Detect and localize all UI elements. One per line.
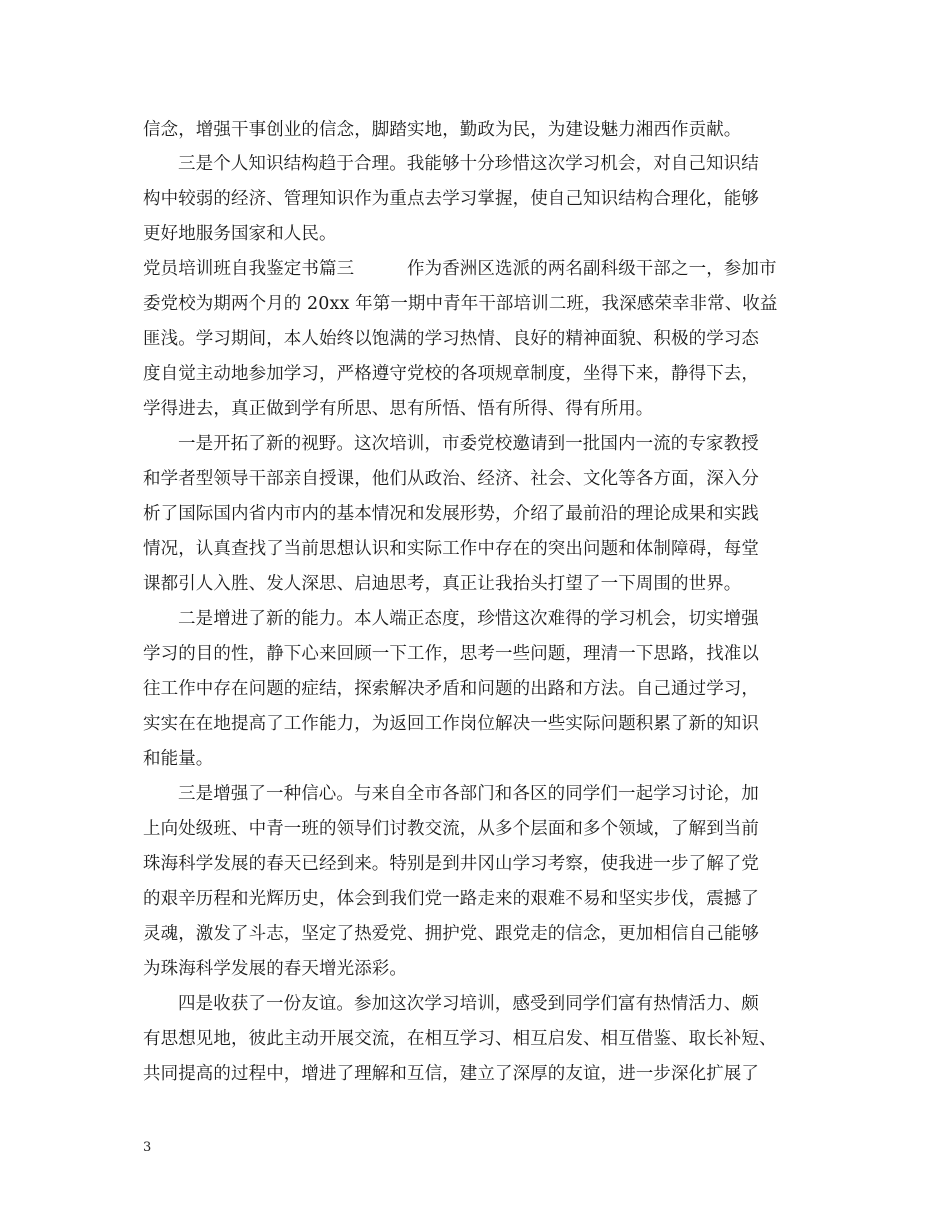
text-line: 信念，增强干事创业的信念，脚踏实地，勤政为民，为建设魅力湘西作贡献。 [143, 120, 742, 140]
paragraph-start-line: 四是收获了一份友谊。参加这次学习培训，感受到同学们富有热情活力、颇 [178, 994, 759, 1014]
page-number: 3 [143, 1140, 152, 1155]
text-line: 珠海科学发展的春天已经到来。特别是到井冈山学习考察，使我进一步了解了党 [143, 854, 759, 874]
paragraph-start-line: 三是个人知识结构趋于合理。我能够十分珍惜这次学习机会，对自己知识结 [178, 154, 759, 174]
text-line: 匪浅。学习期间，本人始终以饱满的学习热情、良好的精神面貌、积极的学习态 [143, 329, 759, 349]
text-line: 度自觉主动地参加学习，严格遵守党校的各项规章制度，坐得下来，静得下去， [143, 364, 759, 384]
paragraph-start-line: 一是开拓了新的视野。这次培训，市委党校邀请到一批国内一流的专家教授 [178, 434, 759, 454]
text-line: 共同提高的过程中，增进了理解和互信，建立了深厚的友谊，进一步深化扩展了 [143, 1064, 759, 1084]
text-line: 和学者型领导干部亲自授课，他们从政治、经济、社会、文化等各方面，深入分 [143, 469, 759, 489]
text-line: 为珠海科学发展的春天增光添彩。 [143, 959, 407, 979]
text-line: 课都引人入胜、发人深思、启迪思考，真正让我抬头打望了一下周围的世界。 [143, 574, 742, 594]
text-line: 实实在在地提高了工作能力，为返回工作岗位解决一些实际问题积累了新的知识 [143, 714, 759, 734]
text-line: 和能量。 [143, 749, 214, 769]
paragraph-start-line: 三是增强了一种信心。与来自全市各部门和各区的同学们一起学习讨论，加 [178, 784, 759, 804]
text-line: 析了国际国内省内市内的基本情况和发展形势，介绍了最前沿的理论成果和实践 [143, 504, 759, 524]
paragraph-start-line: 二是增进了新的能力。本人端正态度，珍惜这次难得的学习机会，切实增强 [178, 609, 759, 629]
text-line: 学得进去，真正做到学有所思、思有所悟、悟有所得、得有所用。 [143, 399, 654, 419]
text-line: 学习的目的性，静下心来回顾一下工作，思考一些问题，理清一下思路，找准以 [143, 644, 759, 664]
text-line: 更好地服务国家和人民。 [143, 224, 337, 244]
text-line: 委党校为期两个月的 20xx 年第一期中青年干部培训二班，我深感荣幸非常、收益 [143, 294, 778, 314]
text-line: 有思想见地，彼此主动开展交流，在相互学习、相互启发、相互借鉴、取长补短、 [143, 1029, 777, 1049]
text-line: 的艰辛历程和光辉历史，体会到我们党一路走来的艰难不易和坚实步伐，震撼了 [143, 889, 759, 909]
text-line: 构中较弱的经济、管理知识作为重点去学习掌握，使自己知识结构合理化，能够 [143, 189, 759, 209]
text-line: 灵魂，激发了斗志，坚定了热爱党、拥护党、跟党走的信念，更加相信自己能够 [143, 924, 759, 944]
text-line: 情况，认真查找了当前思想认识和实际工作中存在的突出问题和体制障碍，每堂 [143, 539, 759, 559]
section-heading-line: 党员培训班自我鉴定书篇三 作为香洲区选派的两名副科级干部之一，参加市 [143, 259, 777, 279]
text-line: 往工作中存在问题的症结，探索解决矛盾和问题的出路和方法。自己通过学习， [143, 679, 759, 699]
text-line: 上向处级班、中青一班的领导们讨教交流，从多个层面和多个领域，了解到当前 [143, 819, 759, 839]
